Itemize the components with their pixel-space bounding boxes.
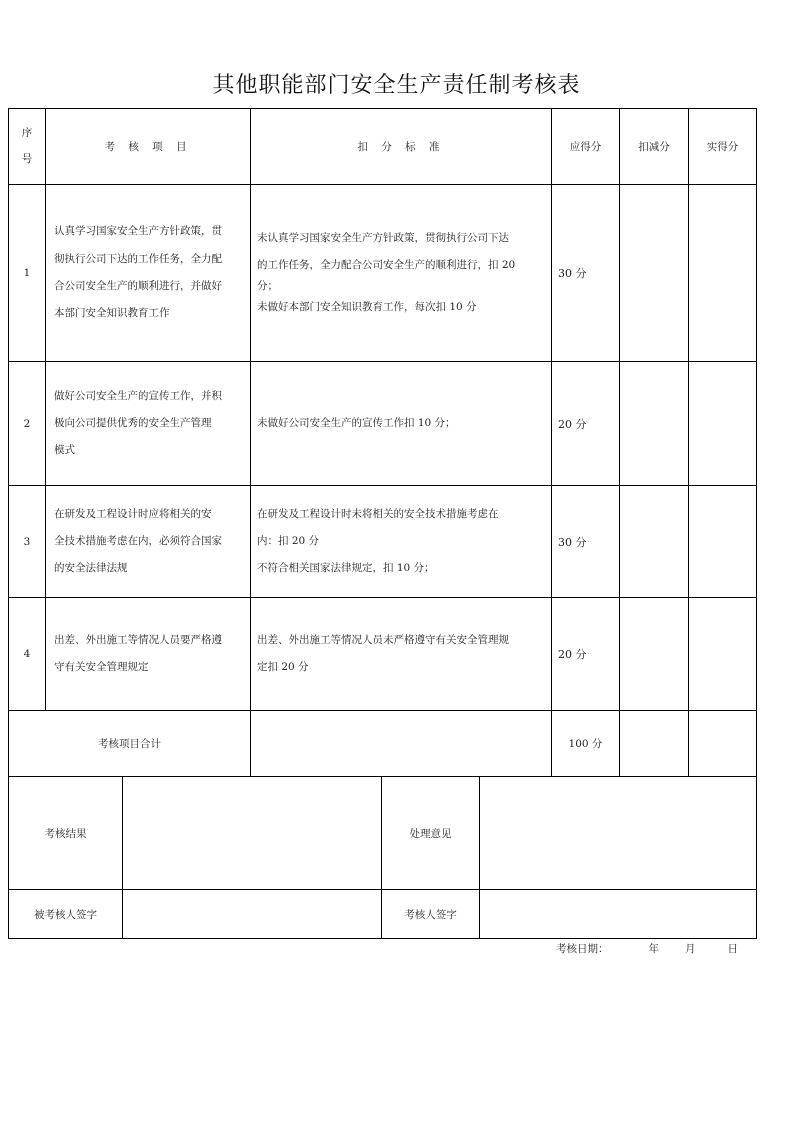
assessment-date [556,941,738,956]
opinion-label: 处理意见 [382,777,480,890]
due-score: 20 分 [552,598,620,711]
item-line: 极向公司提供优秀的安全生产管理 [54,416,212,429]
actual-score-cell[interactable] [689,185,757,362]
result-input-cell[interactable] [123,777,382,890]
opinion-input-cell[interactable] [480,777,757,890]
standard-line: 的工作任务，全力配合公司安全生产的顺利进行，扣 20 [257,259,516,271]
row-number: 3 [9,486,46,598]
standard-line: 出差、外出施工等情况人员未严格遵守有关安全管理规 [257,633,509,646]
item-cell [46,486,251,598]
total-label: 考核项目合计 [9,711,251,777]
table-row [9,185,757,362]
row-number: 2 [9,362,46,486]
signature-row [9,890,757,939]
result-table [8,776,757,939]
item-line: 认真学习国家安全生产方针政策，贯 [54,225,222,238]
actual-score-cell[interactable] [689,362,757,486]
due-score: 30 分 [552,486,620,598]
examiner-sign-label: 考核人签字 [382,890,480,939]
total-row [9,711,757,777]
header-row [9,109,757,185]
due-score: 20 分 [552,362,620,486]
header-seq-top: 序 [21,127,33,140]
standard-line: 内：扣 20 分 [257,534,320,547]
table-row [9,362,757,486]
item-cell [46,185,251,362]
item-line: 的安全法律法规 [54,562,128,575]
total-score: 100 分 [552,711,620,777]
item-line: 全技术措施考虑在内，必须符合国家 [54,534,222,547]
date-year: 年 [648,943,659,955]
item-cell [46,598,251,711]
standard-line: 未做好公司安全生产的宣传工作扣 10 分； [257,416,456,429]
item-line: 守有关安全管理规定 [54,661,149,673]
item-line: 在研发及工程设计时应将相关的安 [54,507,212,520]
assessment-table [8,108,757,777]
row-number: 1 [9,185,46,362]
examinee-sign-cell[interactable] [123,890,382,939]
standard-cell [251,185,552,362]
deduct-score-cell[interactable] [620,598,689,711]
examinee-sign-label: 被考核人签字 [9,890,123,939]
deduct-score-cell[interactable] [620,486,689,598]
due-score: 30 分 [552,185,620,362]
total-standard-cell [251,711,552,777]
standard-cell [251,362,552,486]
row-number: 4 [9,598,46,711]
header-standard: 扣 分 标 准 [251,109,552,185]
standard-line: 未做好本部门安全知识教育工作，每次扣 10 分 [257,300,477,313]
examiner-sign-cell[interactable] [480,890,757,939]
total-deduct-cell[interactable] [620,711,689,777]
standard-line: 分； [257,280,278,293]
item-cell [46,362,251,486]
date-day: 日 [727,943,738,955]
result-label: 考核结果 [9,777,123,890]
item-line: 出差、外出施工等情况人员要严格遵 [54,633,222,646]
actual-score-cell[interactable] [689,486,757,598]
header-item: 考 核 项 目 [46,109,251,185]
header-actual: 实得分 [689,109,757,185]
standard-line: 在研发及工程设计时未将相关的安全技术措施考虑在 [257,507,499,520]
item-line: 彻执行公司下达的工作任务，全力配 [54,252,222,265]
actual-score-cell[interactable] [689,598,757,711]
date-month: 月 [685,943,696,955]
standard-line: 未认真学习国家安全生产方针政策，贯彻执行公司下达 [257,231,509,244]
standard-cell [251,486,552,598]
standard-line: 不符合相关国家法律规定，扣 10 分； [257,562,435,575]
item-line: 合公司安全生产的顺利进行，并做好 [54,280,222,292]
item-line: 模式 [54,444,75,457]
deduct-score-cell[interactable] [620,185,689,362]
header-seq-bottom: 号 [21,152,33,165]
standard-line: 定扣 20 分 [257,661,309,673]
result-row [9,777,757,890]
table-row [9,598,757,711]
table-row [9,486,757,598]
total-actual-cell[interactable] [689,711,757,777]
date-label: 考核日期： [556,943,609,955]
header-deduct: 扣减分 [620,109,689,185]
deduct-score-cell[interactable] [620,362,689,486]
standard-cell [251,598,552,711]
item-line: 做好公司安全生产的宣传工作，并积 [54,389,222,402]
header-seq [9,109,46,185]
item-line: 本部门安全知识教育工作 [54,307,170,320]
header-due: 应得分 [552,109,620,185]
page-title: 其他职能部门安全生产责任制考核表 [212,73,581,98]
